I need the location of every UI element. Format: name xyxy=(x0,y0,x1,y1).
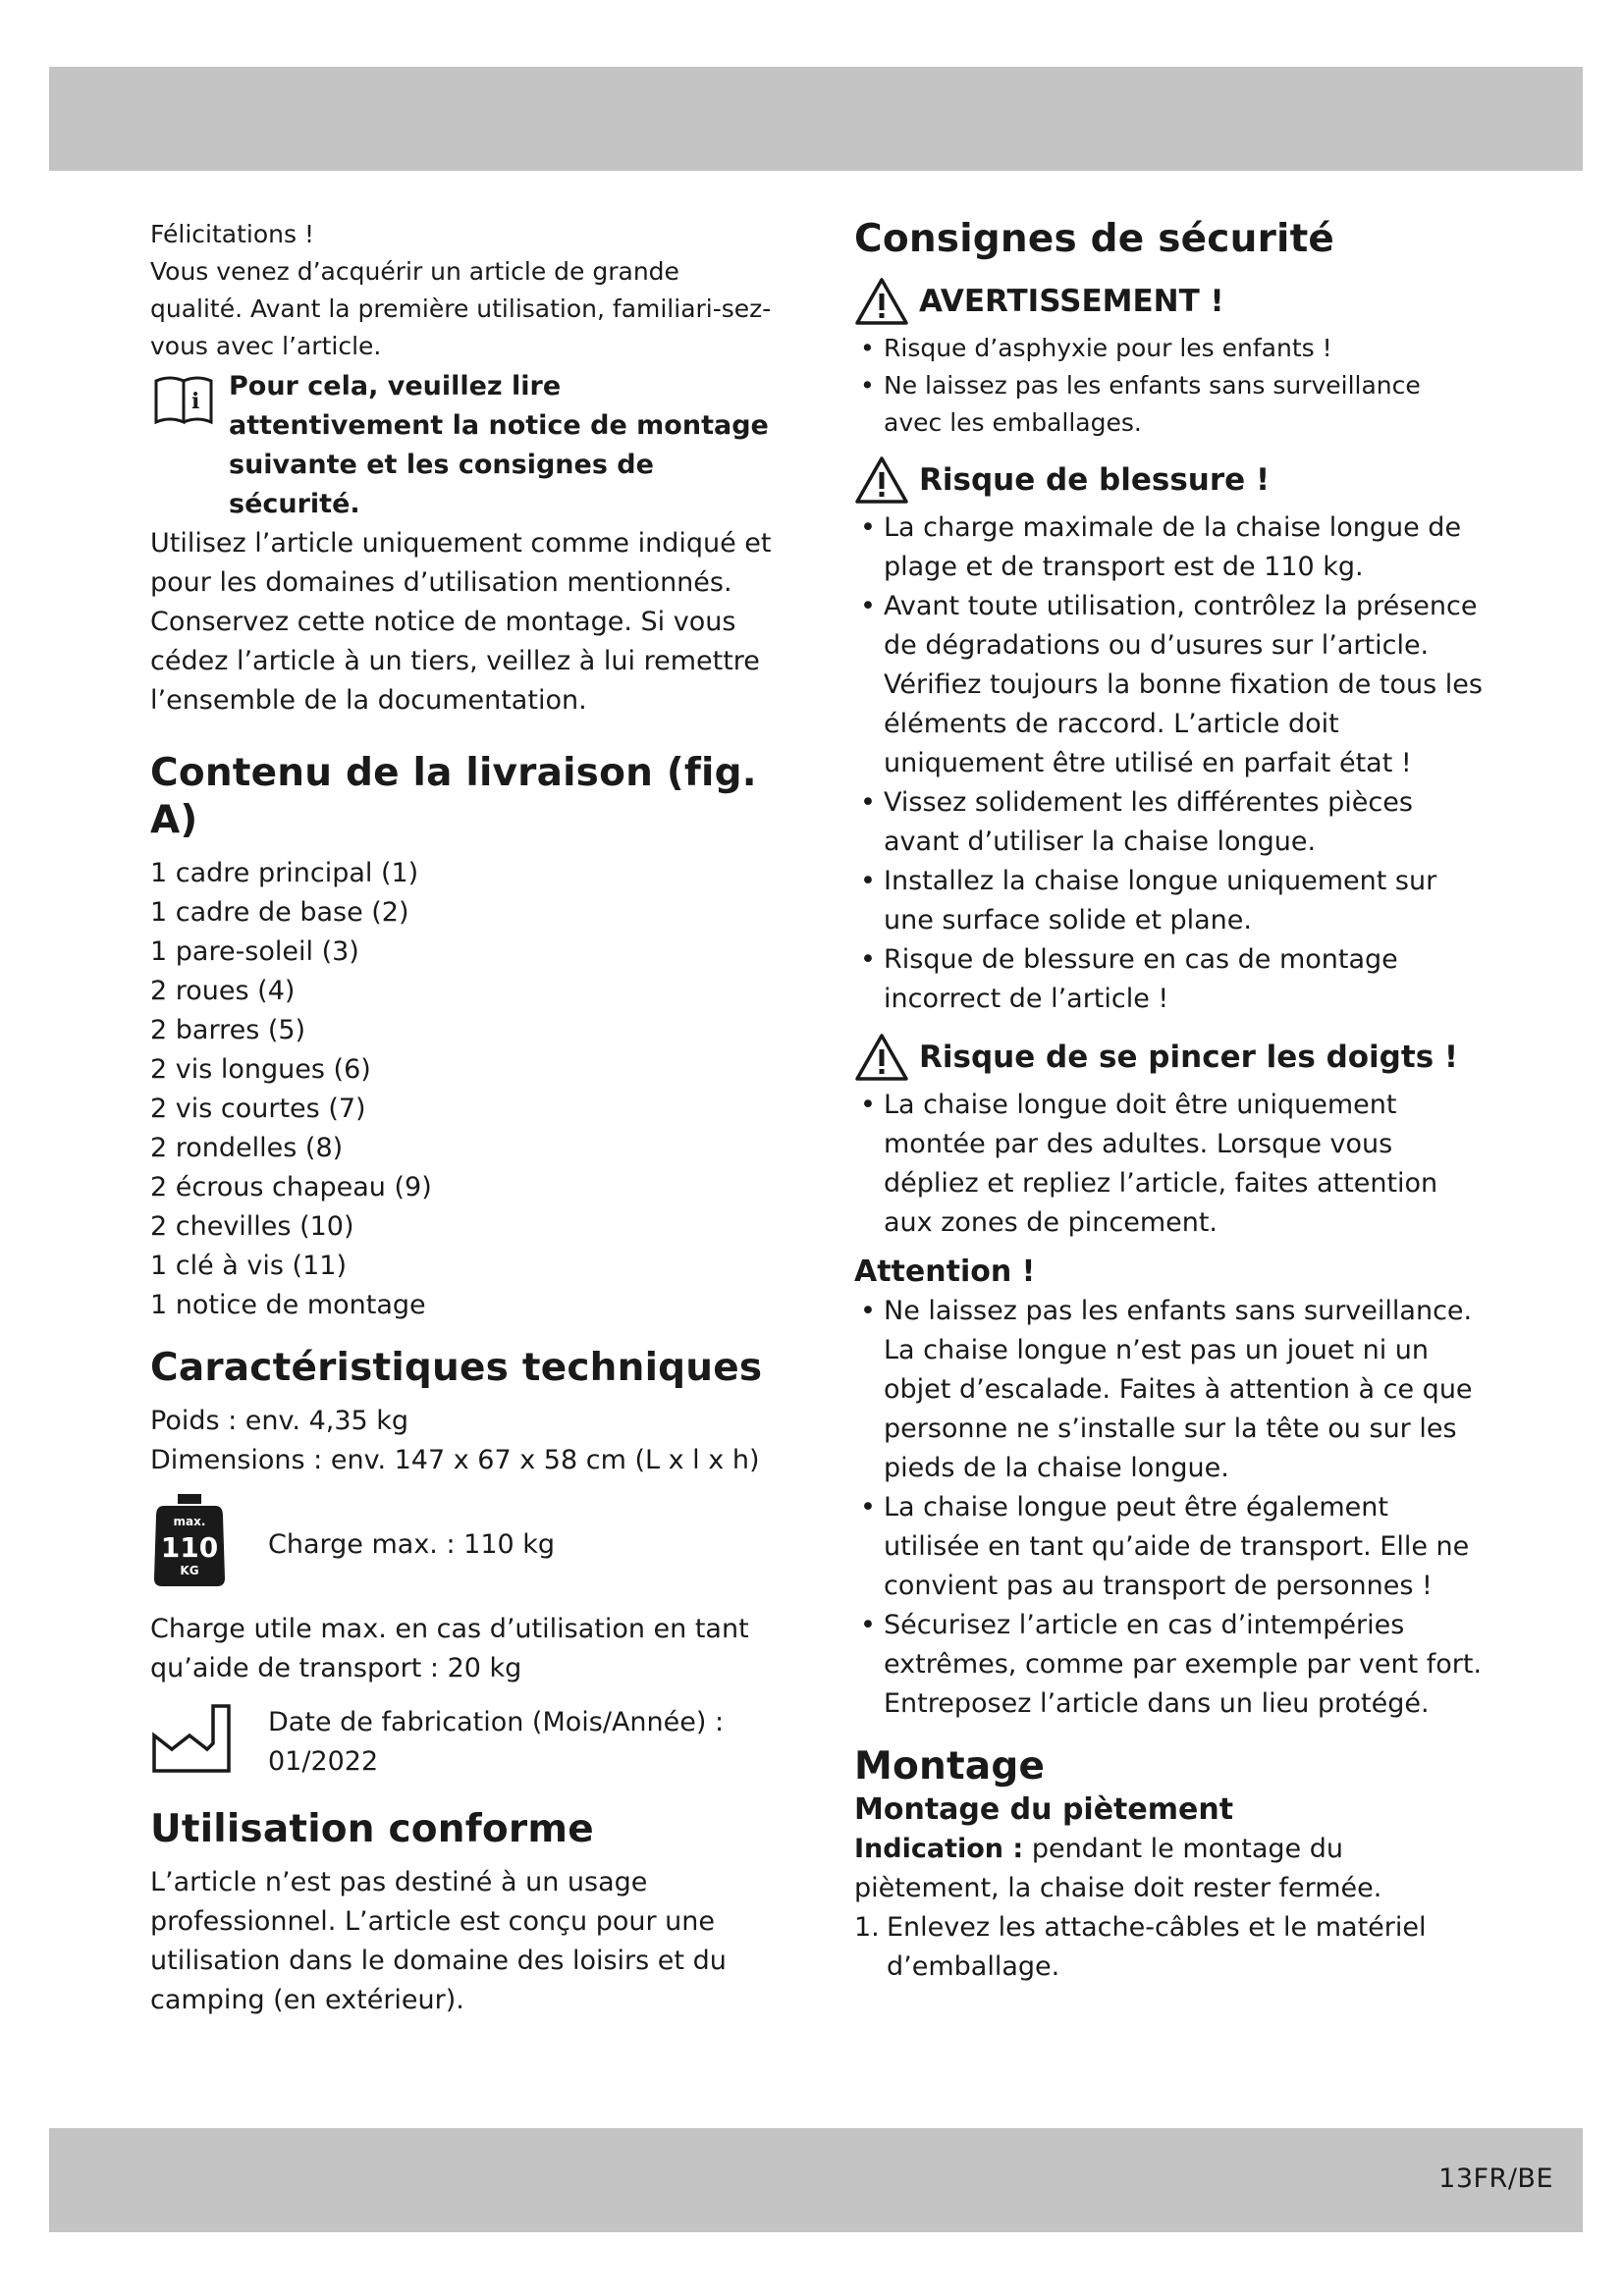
indication-label: Indication : xyxy=(854,1834,1024,1864)
weight-icon-top: max. xyxy=(173,1515,206,1528)
weight-icon-unit: KG xyxy=(180,1564,199,1577)
list-item: 2 vis longues (6) xyxy=(150,1054,371,1085)
manufacture-date-row xyxy=(150,1698,779,1787)
weight-icon-value: 110 xyxy=(160,1531,219,1564)
list-item: • Installez la chaise longue uniquement sur une surface solide et plane. xyxy=(854,862,1483,940)
safety-heading: Consignes de sécurité xyxy=(854,217,1335,261)
injury-list xyxy=(854,508,1483,1019)
list-item: • Risque de blessure en cas de montage incorrect de l’article ! xyxy=(854,940,1483,1019)
warning-triangle-icon xyxy=(854,1033,909,1082)
book-info-icon xyxy=(150,371,229,442)
warning-heading-row xyxy=(854,277,1483,326)
specs-heading: Caractéristiques techniques xyxy=(150,1346,763,1390)
list-item: • Risque d’asphyxie pour les enfants ! xyxy=(854,330,1483,367)
step-text: Enlevez les attache-câbles et le matériel d’emballage. xyxy=(887,1912,1427,1982)
list-item: • La chaise longue peut être également utilisée en tant qu’aide de transport. Elle ne convient pas au transport de personnes ! xyxy=(854,1488,1483,1606)
warning-triangle-icon xyxy=(854,277,909,326)
attention-heading: Attention ! xyxy=(854,1255,1036,1289)
warning-heading: AVERTISSEMENT ! xyxy=(919,284,1224,319)
step-number: 1. xyxy=(854,1912,880,1943)
list-item: 1 pare-soleil (3) xyxy=(150,936,359,967)
left-column xyxy=(150,216,779,2020)
assembly-heading: Montage xyxy=(854,1744,1046,1789)
greeting: Félicitations ! xyxy=(150,220,314,248)
warning-triangle-icon xyxy=(854,455,909,505)
list-item: • La charge maximale de la chaise longue de plage et de transport est de 110 kg. xyxy=(854,508,1483,587)
list-item: 2 vis courtes (7) xyxy=(150,1094,366,1124)
note-text: Pour cela, veuillez lire attentivement la notice de montage suivante et les consignes de sécurité. xyxy=(229,371,769,519)
assembly-subheading: Montage du piètement xyxy=(854,1792,1234,1827)
list-item: • Ne laissez pas les enfants sans surveillance. La chaise longue n’est pas un jouet ni un objet d’escalade. Faites à attention à ce que personne ne s’installe sur la tête ou sur les pieds de la chaise longue. xyxy=(854,1292,1483,1488)
usage-intro: Utilisez l’article uniquement comme indiqué et pour les domaines d’utilisation mentionnés. Conservez cette notice de montage. Si vous cédez l’article à un tiers, veillez à lui remettre l’ensemble de la documentation. xyxy=(150,528,772,716)
indication-text: pendant le montage du piètement, la chaise doit rester fermée. xyxy=(854,1834,1382,1903)
dimensions-spec: Dimensions : env. 147 x 67 x 58 cm (L x l x h) xyxy=(150,1445,760,1475)
list-item xyxy=(854,1908,1483,1987)
max-load-text: Charge max. : 110 kg xyxy=(268,1529,556,1560)
list-item: 2 roues (4) xyxy=(150,976,296,1006)
transport-load-text: Charge utile max. en cas d’utilisation en tant qu’aide de transport : 20 kg xyxy=(150,1614,749,1683)
list-item: 1 clé à vis (11) xyxy=(150,1251,347,1281)
pinch-heading: Risque de se pincer les doigts ! xyxy=(919,1040,1459,1075)
manufacture-date-text: Date de fabrication (Mois/Année) : 01/2022 xyxy=(268,1707,725,1777)
contents-heading: Contenu de la livraison (fig. A) xyxy=(150,751,757,842)
list-item: • La chaise longue doit être uniquement montée par des adultes. Lorsque vous dépliez et repliez l’article, faites attention aux zones de pincement. xyxy=(854,1086,1483,1243)
page-number: 13FR/BE xyxy=(1438,2163,1553,2194)
contents-list xyxy=(150,854,779,1325)
usage-heading: Utilisation conforme xyxy=(150,1807,594,1851)
list-item: 2 écrous chapeau (9) xyxy=(150,1172,432,1202)
injury-heading-row xyxy=(854,455,1483,505)
list-item: 1 notice de montage xyxy=(150,1290,426,1320)
usage-text: L’article n’est pas destiné à un usage professionnel. L’article est conçu pour une utilisation dans le domaine des loisirs et du camping (en extérieur). xyxy=(150,1867,727,2015)
attention-list xyxy=(854,1292,1483,1724)
read-instructions-note xyxy=(150,367,779,524)
list-item: 1 cadre principal (1) xyxy=(150,858,419,888)
right-column xyxy=(854,216,1483,1987)
header-band xyxy=(49,67,1583,171)
intro-paragraph: Vous venez d’acquérir un article de grande qualité. Avant la première utilisation, familiari-sez-vous avec l’article. xyxy=(150,257,772,360)
pinch-heading-row xyxy=(854,1033,1483,1082)
list-item: • Avant toute utilisation, contrôlez la présence de dégradations ou d’usures sur l’article. Vérifiez toujours la bonne fixation de tous les éléments de raccord. L’article doit uniquement être utilisé en parfait état ! xyxy=(854,587,1483,783)
footer-band xyxy=(49,2128,1583,2232)
warning-list xyxy=(854,330,1483,442)
weight-icon xyxy=(150,1490,268,1600)
pinch-list xyxy=(854,1086,1483,1243)
list-item: • Sécurisez l’article en cas d’intempéries extrêmes, comme par exemple par vent fort. Entreposez l’article dans un lieu protégé. xyxy=(854,1606,1483,1724)
list-item: 2 rondelles (8) xyxy=(150,1133,344,1163)
list-item: • Vissez solidement les différentes pièces avant d’utiliser la chaise longue. xyxy=(854,783,1483,862)
list-item: 2 barres (5) xyxy=(150,1015,306,1045)
factory-icon xyxy=(150,1698,268,1787)
svg-text:i: i xyxy=(191,389,200,414)
list-item: 2 chevilles (10) xyxy=(150,1211,354,1242)
list-item: 1 cadre de base (2) xyxy=(150,897,409,928)
indication xyxy=(854,1830,1483,1908)
list-item: • Ne laissez pas les enfants sans surveillance avec les emballages. xyxy=(854,367,1483,442)
weight-spec: Poids : env. 4,35 kg xyxy=(150,1406,409,1436)
assembly-steps xyxy=(854,1908,1483,1987)
max-load-row xyxy=(150,1490,779,1600)
injury-heading: Risque de blessure ! xyxy=(919,462,1271,498)
